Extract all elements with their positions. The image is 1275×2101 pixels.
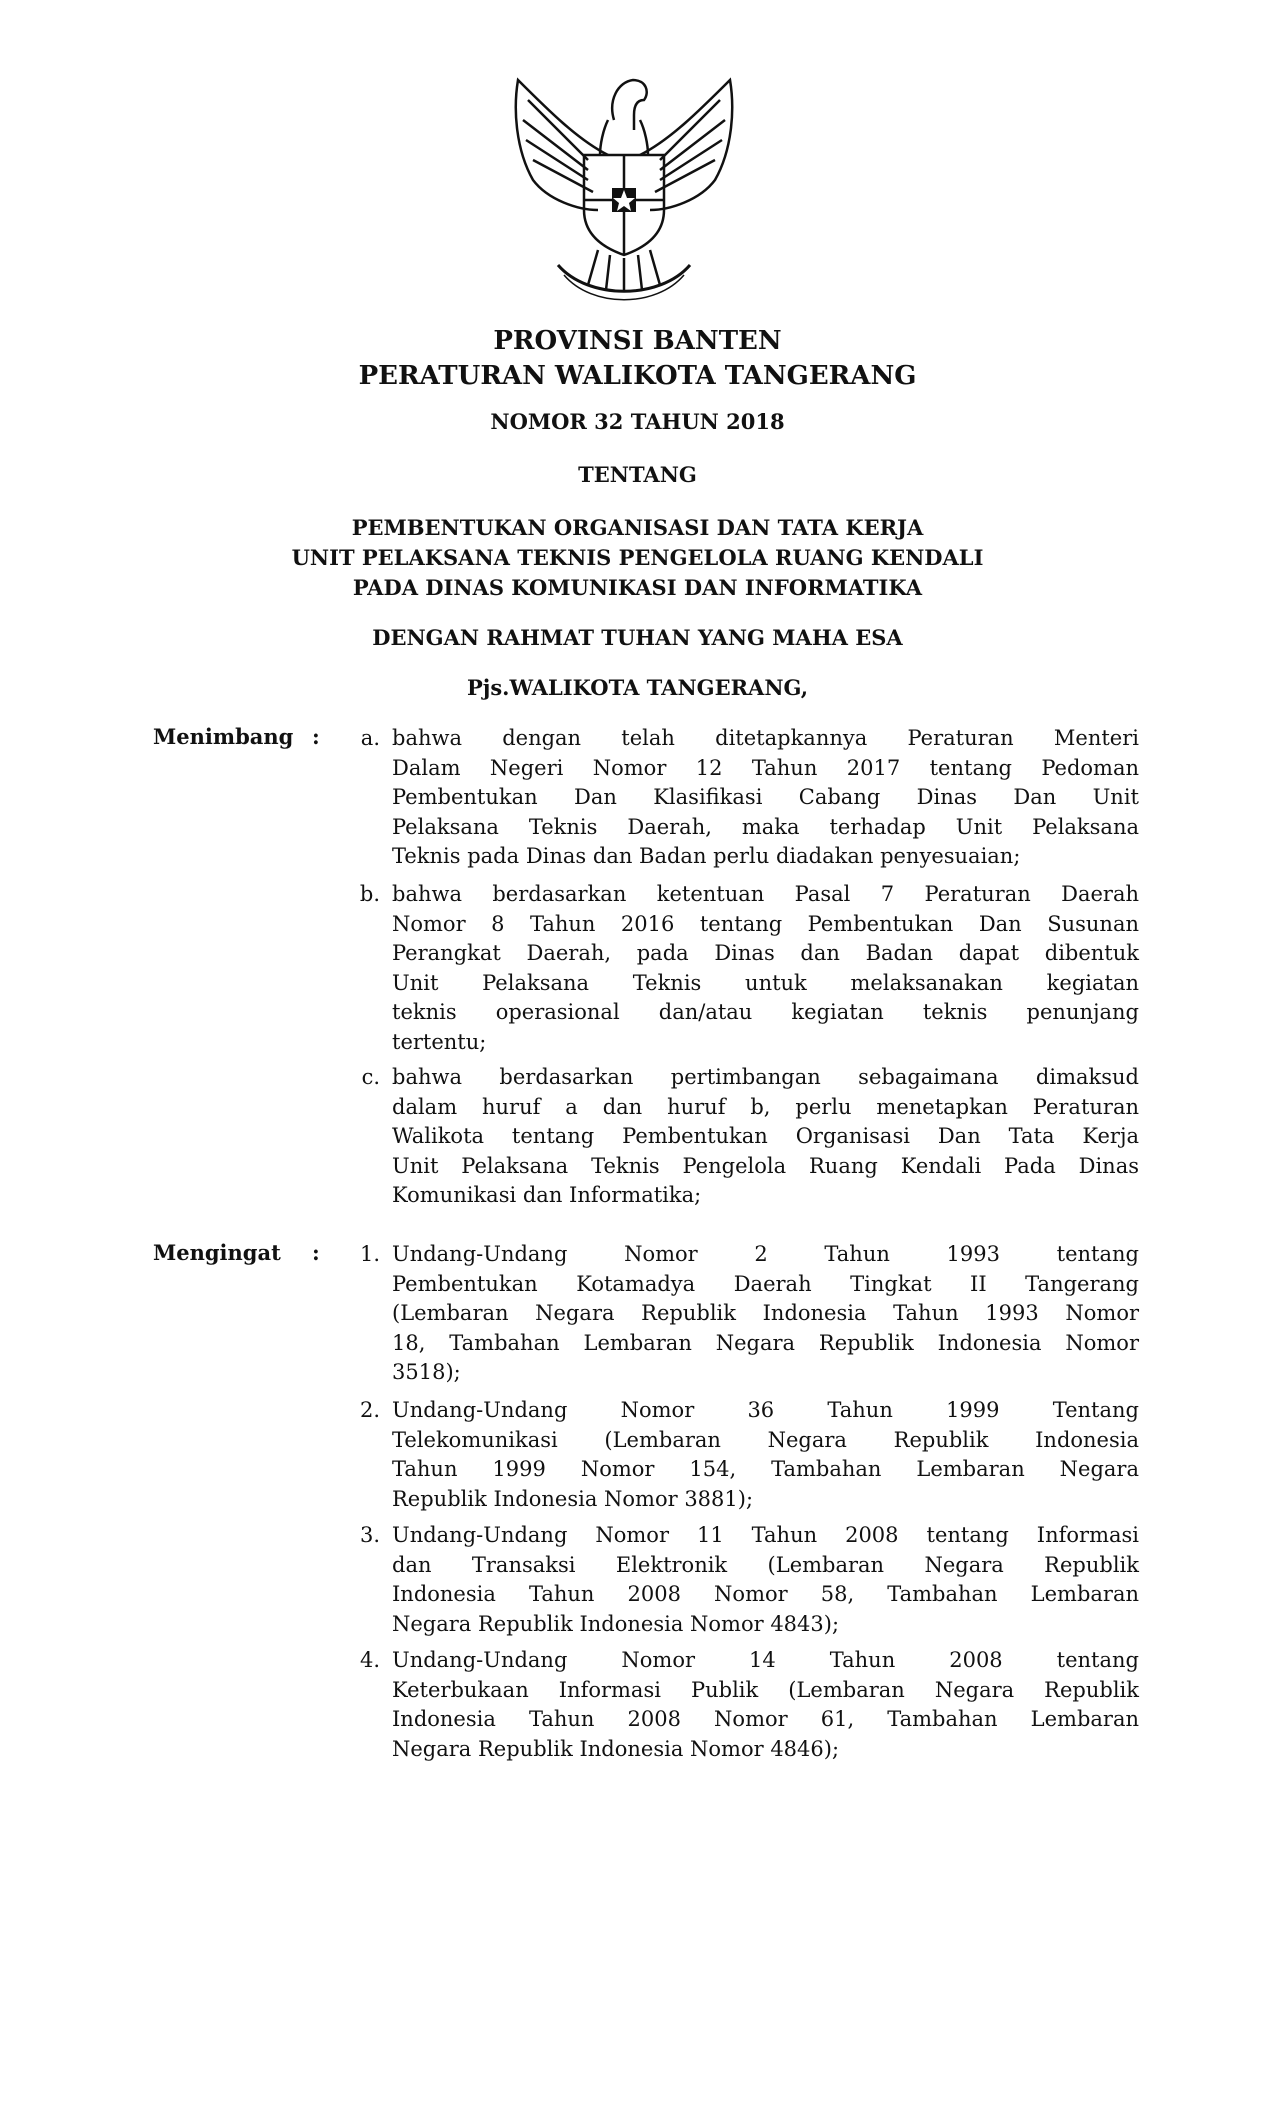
mengingat-label: Mengingat	[153, 1240, 281, 1265]
text-line: Unit Pelaksana Teknis Pengelola Ruang Kendali Pada Dinas	[392, 1153, 1139, 1178]
text-line: 3518);	[392, 1360, 461, 1384]
text-line: Undang-Undang Nomor 11 Tahun 2008 tentang Informasi	[392, 1523, 1139, 1547]
text-line: bahwa dengan telah ditetapkannya Peraturan Menteri	[392, 726, 1139, 750]
text-line: Unit Pelaksana Teknis untuk melaksanakan kegiatan	[392, 970, 1139, 995]
province-heading: PROVINSI BANTEN	[493, 326, 782, 356]
text-line: Walikota tentang Pembentukan Organisasi Dan Tata Kerja	[392, 1124, 1139, 1148]
text-line: Negara Republik Indonesia Nomor 4846);	[392, 1736, 840, 1761]
text-line: Nomor 8 Tahun 2016 tentang Pembentukan Dan Susunan	[392, 911, 1139, 936]
text-line: Keterbukaan Informasi Publik (Lembaran Negara Republik	[392, 1677, 1139, 1702]
official-title: Pjs.WALIKOTA TANGERANG,	[466, 675, 809, 700]
text-line: Indonesia Tahun 2008 Nomor 61, Tambahan Lembaran	[392, 1707, 1139, 1731]
mengingat-item-marker: 3.	[359, 1523, 380, 1547]
invocation: DENGAN RAHMAT TUHAN YANG MAHA ESA	[372, 625, 903, 650]
menimbang-item	[392, 1063, 1139, 1211]
text-line: Negara Republik Indonesia Nomor 4843);	[392, 1611, 840, 1636]
text-line: (Lembaran Negara Republik Indonesia Tahun 1993 Nomor	[392, 1301, 1139, 1325]
text-line: dan Transaksi Elektronik (Lembaran Negara Republik	[392, 1552, 1139, 1577]
menimbang-item	[392, 724, 1139, 872]
mengingat-colon: :	[312, 1240, 320, 1265]
mengingat-item	[392, 1240, 1139, 1388]
text-line: Undang-Undang Nomor 2 Tahun 1993 tentang	[392, 1242, 1139, 1266]
menimbang-item-marker: b.	[359, 882, 380, 906]
text-line: Indonesia Tahun 2008 Nomor 58, Tambahan Lembaran	[392, 1582, 1139, 1606]
title-line-1: PEMBENTUKAN ORGANISASI DAN TATA KERJA	[351, 515, 924, 540]
text-line: Pembentukan Kotamadya Daerah Tingkat II Tangerang	[392, 1271, 1139, 1296]
title-line-3: PADA DINAS KOMUNIKASI DAN INFORMATIKA	[352, 575, 923, 600]
title-line-2: UNIT PELAKSANA TEKNIS PENGELOLA RUANG KENDALI	[291, 545, 984, 570]
mengingat-item	[392, 1521, 1139, 1639]
text-line: Tahun 1999 Nomor 154, Tambahan Lembaran Negara	[392, 1457, 1139, 1481]
menimbang-colon: :	[312, 724, 320, 749]
text-line: bahwa berdasarkan pertimbangan sebagaimana dimaksud	[392, 1065, 1139, 1089]
text-line: Republik Indonesia Nomor 3881);	[392, 1486, 754, 1511]
regulation-number: NOMOR 32 TAHUN 2018	[490, 409, 785, 434]
text-line: tertentu;	[392, 1029, 487, 1054]
text-line: teknis operasional dan/atau kegiatan teknis penunjang	[392, 1000, 1139, 1024]
mengingat-item	[392, 1646, 1139, 1764]
text-line: Teknis pada Dinas dan Badan perlu diadakan penyesuaian;	[392, 844, 1021, 868]
text-line: Undang-Undang Nomor 36 Tahun 1999 Tentang	[392, 1398, 1139, 1422]
text-line: Pelaksana Teknis Daerah, maka terhadap Unit Pelaksana	[392, 814, 1139, 839]
text-line: Perangkat Daerah, pada Dinas dan Badan dapat dibentuk	[392, 941, 1139, 965]
regulation-heading: PERATURAN WALIKOTA TANGERANG	[358, 361, 917, 391]
menimbang-item	[392, 880, 1139, 1057]
text-line: dalam huruf a dan huruf b, perlu menetapkan Peraturan	[392, 1094, 1139, 1119]
text-line: Undang-Undang Nomor 14 Tahun 2008 tentang	[392, 1648, 1139, 1672]
about-heading: TENTANG	[578, 462, 697, 487]
menimbang-item-marker: c.	[361, 1065, 380, 1089]
text-line: Dalam Negeri Nomor 12 Tahun 2017 tentang Pedoman	[392, 755, 1139, 780]
menimbang-label: Menimbang	[153, 724, 294, 749]
mengingat-item	[392, 1396, 1139, 1514]
text-line: 18, Tambahan Lembaran Negara Republik Indonesia Nomor	[392, 1330, 1139, 1355]
mengingat-item-marker: 4.	[359, 1648, 380, 1672]
mengingat-item-marker: 2.	[359, 1398, 380, 1422]
text-line: Telekomunikasi (Lembaran Negara Republik Indonesia	[392, 1427, 1139, 1452]
text-line: bahwa berdasarkan ketentuan Pasal 7 Peraturan Daerah	[392, 882, 1139, 906]
text-line: Komunikasi dan Informatika;	[392, 1183, 702, 1207]
menimbang-item-marker: a.	[360, 726, 380, 750]
mengingat-item-marker: 1.	[359, 1242, 380, 1266]
text-line: Pembentukan Dan Klasifikasi Cabang Dinas Dan Unit	[392, 785, 1139, 809]
garuda-emblem	[488, 60, 760, 315]
